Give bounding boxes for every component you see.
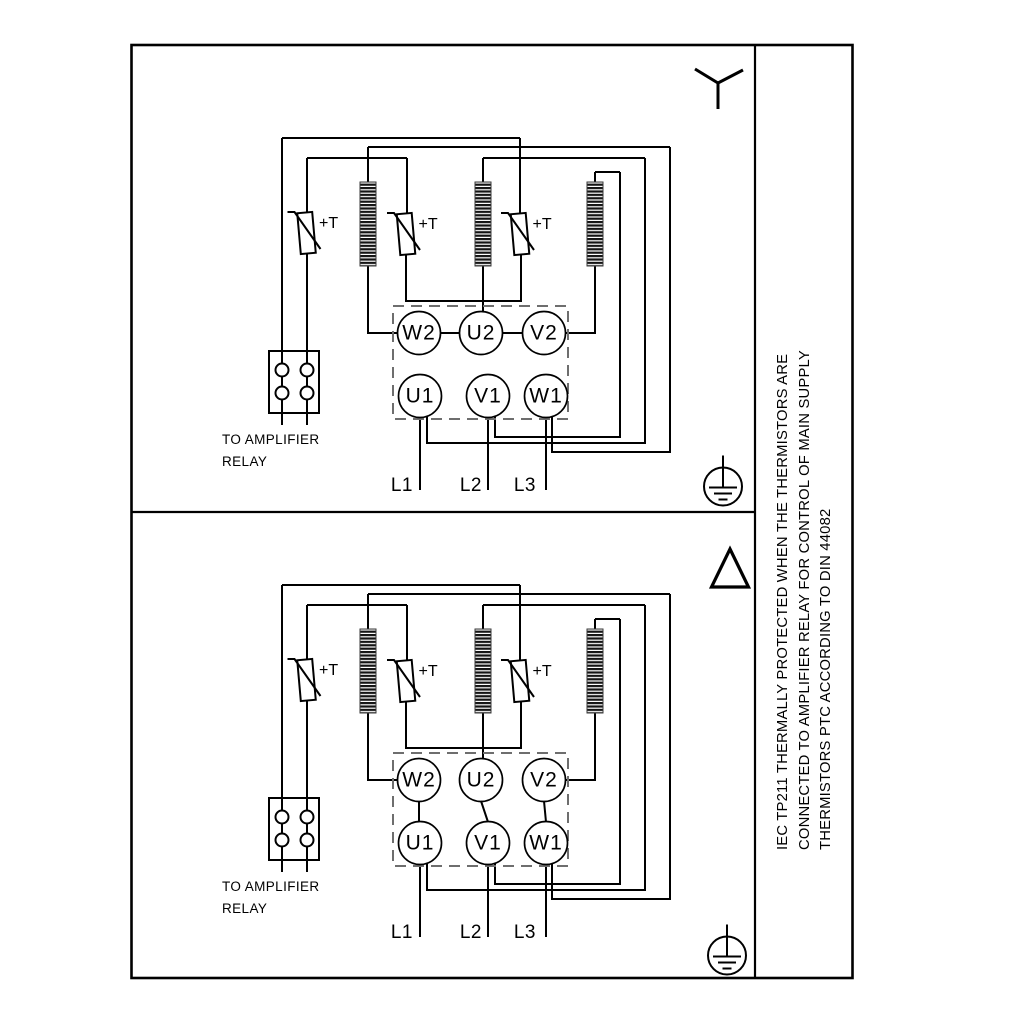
delta-connection-icon: [712, 549, 749, 587]
thermistor-label: +T: [532, 216, 552, 233]
terminal-label-u1: U1: [405, 384, 435, 408]
delta-panel: [222, 549, 749, 975]
star-panel: [222, 69, 743, 506]
thermistor-label: +T: [532, 663, 552, 680]
terminal-label-v1: V1: [474, 384, 502, 408]
side-note-line3: THERMISTORS PTC ACCORDING TO DIN 44082: [818, 508, 834, 850]
earth-ground-icon: [704, 456, 742, 506]
delta-vertical-links: [419, 801, 546, 822]
terminal-label-v2: V2: [530, 768, 558, 792]
terminal-label-u2: U2: [466, 768, 496, 792]
side-note-line1: IEC TP211 THERMALLY PROTECTED WHEN THE THERMISTORS ARE: [775, 353, 791, 850]
thermistor-label: +T: [319, 215, 339, 232]
earth-ground-icon: [708, 925, 746, 975]
relay-caption-line1: TO AMPLIFIER: [222, 432, 320, 447]
star-connection-icon: [695, 69, 743, 109]
terminal-label-v2: V2: [530, 321, 558, 345]
terminal-label-w2: W2: [402, 321, 436, 345]
terminal-label-w1: W1: [529, 831, 563, 855]
supply-label-l3: L3: [513, 475, 536, 496]
relay-caption-line2: RELAY: [222, 901, 268, 916]
terminal-label-w2: W2: [402, 768, 436, 792]
terminal-label-w1: W1: [529, 384, 563, 408]
thermistor-label: +T: [418, 663, 438, 680]
side-note-text: [773, 350, 839, 850]
supply-label-l1: L1: [390, 475, 413, 496]
terminal-label-u2: U2: [466, 321, 496, 345]
thermistor-label: +T: [319, 662, 339, 679]
thermistor-label: +T: [418, 216, 438, 233]
supply-label-l2: L2: [459, 922, 482, 943]
relay-caption-line1: TO AMPLIFIER: [222, 879, 320, 894]
terminal-label-u1: U1: [405, 831, 435, 855]
supply-label-l3: L3: [513, 922, 536, 943]
supply-label-l2: L2: [459, 475, 482, 496]
supply-label-l1: L1: [390, 922, 413, 943]
terminal-label-v1: V1: [474, 831, 502, 855]
relay-caption-line2: RELAY: [222, 454, 268, 469]
side-note-line2: CONNECTED TO AMPLIFIER RELAY FOR CONTROL OF MAIN SUPPLY: [796, 350, 813, 850]
